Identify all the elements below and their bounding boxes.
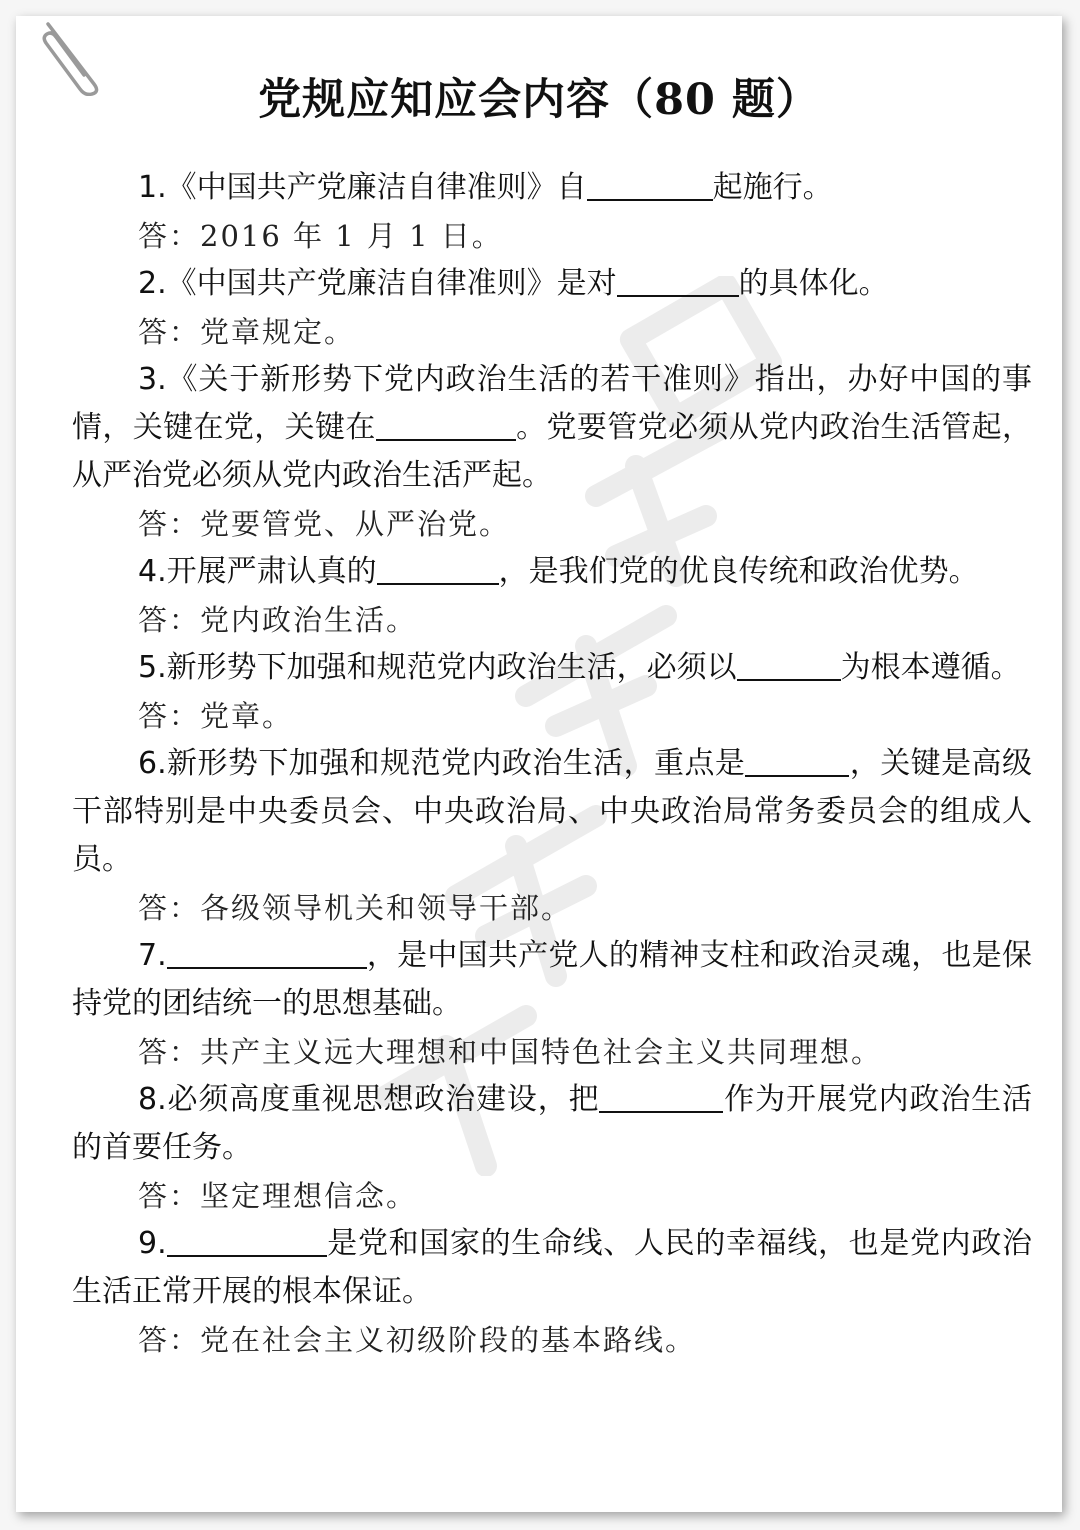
answer-blank xyxy=(167,937,367,969)
answer-blank xyxy=(587,169,713,201)
question-text: 7. ，是中国共产党人的精神支柱和政治灵魂，也是保持党的团结统一的思想基础。 xyxy=(72,938,1032,1021)
question-text: 4.开展严肃认真的 ，是我们党的优良传统和政治优势。 xyxy=(138,554,979,589)
question-item xyxy=(72,1076,1032,1220)
answer-blank xyxy=(377,553,499,585)
answer-text: 答：共产主义远大理想和中国特色社会主义共同理想。 xyxy=(138,1035,883,1069)
page-title: 党规应知应会内容（80 题） xyxy=(258,75,820,125)
answer-blank xyxy=(167,1225,327,1257)
question-item xyxy=(72,932,1032,1076)
answer-text: 答：各级领导机关和领导干部。 xyxy=(138,891,573,925)
answer-blank xyxy=(599,1081,723,1113)
question-list xyxy=(72,164,1032,1364)
question-text: 2.《中国共产党廉洁自律准则》是对 的具体化。 xyxy=(138,266,889,301)
question-item xyxy=(72,356,1032,548)
question-item xyxy=(72,548,1032,644)
question-item xyxy=(72,260,1032,356)
answer-text: 答：党内政治生活。 xyxy=(138,603,418,637)
question-item xyxy=(72,1220,1032,1364)
question-text: 9. 是党和国家的生命线、人民的幸福线，也是党内政治生活正常开展的根本保证。 xyxy=(72,1226,1032,1309)
answer-text: 答：2016 年 1 月 1 日。 xyxy=(138,219,503,253)
answer-blank xyxy=(617,265,739,297)
question-item xyxy=(72,164,1032,260)
question-text: 5.新形势下加强和规范党内政治生活，必须以 为根本遵循。 xyxy=(138,650,1021,685)
answer-text: 答：党要管党、从严治党。 xyxy=(138,507,511,541)
question-text: 1.《中国共产党廉洁自律准则》自 起施行。 xyxy=(138,170,833,205)
answer-text: 答：党章规定。 xyxy=(138,315,356,349)
answer-blank xyxy=(376,409,516,441)
document-page xyxy=(16,16,1062,1512)
question-text: 6.新形势下加强和规范党内政治生活，重点是 ，关键是高级干部特别是中央委员会、中央政治局、中央政治局常务委员会的组成人员。 xyxy=(72,746,1032,877)
question-text: 3.《关于新形势下党内政治生活的若干准则》指出，办好中国的事情，关键在党，关键在 。党要管党必须从党内政治生活管起，从严治党必须从党内政治生活严起。 xyxy=(72,362,1033,493)
answer-blank xyxy=(737,649,841,681)
question-item xyxy=(72,644,1032,740)
answer-text: 答：坚定理想信念。 xyxy=(138,1179,418,1213)
answer-text: 答：党章。 xyxy=(138,699,294,733)
question-text: 8.必须高度重视思想政治建设，把 作为开展党内政治生活的首要任务。 xyxy=(72,1082,1033,1165)
answer-blank xyxy=(745,745,849,777)
answer-text: 答：党在社会主义初级阶段的基本路线。 xyxy=(138,1323,697,1357)
question-item xyxy=(72,740,1032,932)
